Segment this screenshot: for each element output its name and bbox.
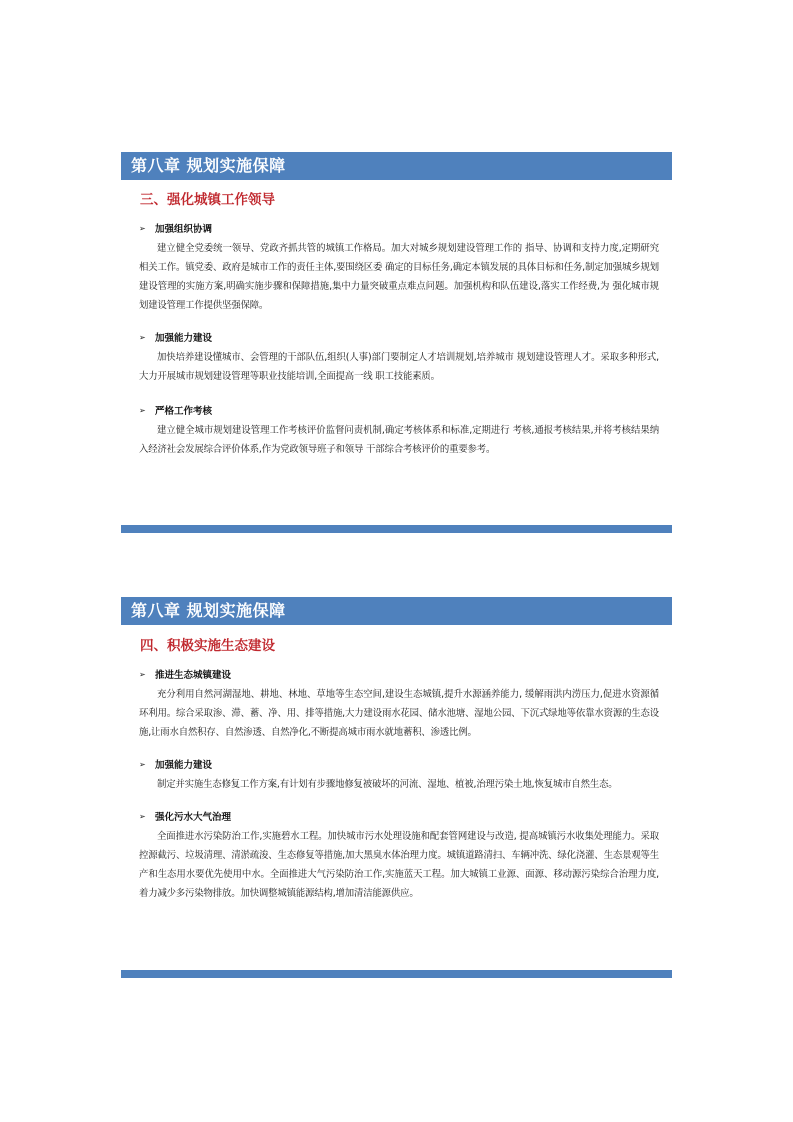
subsection-restoration (139, 756, 659, 795)
subsection-body: 建立健全城市规划建设管理工作考核评价监督问责机制,确定考核体系和标准,定期进行 考核,通报考核结果,并将考核结果纳入经济社会发展综合评价体系,作为党政领导班子和领导 干部综合考核评价的重要参考。 (139, 425, 659, 455)
subsection-eco-town (139, 666, 659, 743)
subsection-heading (139, 666, 659, 682)
subsection-capacity (139, 329, 659, 387)
subsection-heading-text: 推进生态城镇建设 (155, 670, 232, 681)
subsection-heading-text: 强化污水大气治理 (155, 812, 232, 823)
subsection-heading (139, 220, 659, 236)
arrow-bullet-icon: ➢ (139, 811, 146, 821)
subsection-heading (139, 329, 659, 345)
subsection-organization (139, 220, 659, 316)
arrow-bullet-icon: ➢ (139, 332, 146, 342)
arrow-bullet-icon: ➢ (139, 669, 146, 679)
subsection-heading-text: 加强能力建设 (155, 760, 213, 771)
subsection-pollution (139, 808, 659, 904)
arrow-bullet-icon: ➢ (139, 223, 146, 233)
bottom-rule (121, 525, 672, 533)
chapter-header: 第八章 规划实施保障 (121, 597, 672, 625)
subsection-body: 建立健全党委统一领导、党政齐抓共管的城镇工作格局。加大对城乡规划建设管理工作的 指导、协调和支持力度,定期研究相关工作。镇党委、政府是城市工作的责任主体,要围绕区委 确定的目标任务,确定本镇发展的具体目标和任务,制定加强城乡规划建设管理的实施方案,明确实施步骤和保障措施,集中力量突破重点难点问题。加强机构和队伍建设,落实工作经费,为 强化城市规划建设管理工作提供坚强保障。 (139, 243, 659, 311)
subsection-body: 加快培养建设懂城市、会管理的干部队伍,组织(人事)部门要制定人才培训规划,培养城市 规划建设管理人才。采取多种形式,大力开展城市规划建设管理等职业技能培训,全面提高一线 职工技能素质。 (139, 352, 659, 382)
section-title: 三、强化城镇工作领导 (140, 192, 275, 208)
subsection-heading (139, 808, 659, 824)
subsection-body: 充分利用自然河湖湿地、耕地、林地、草地等生态空间,建设生态城镇,提升水源涵养能力, 缓解雨洪内涝压力,促进水资源循环利用。综合采取渗、滞、蓄、净、用、排等措施,大力建设雨水花园、储水池塘、湿地公园、下沉式绿地等依靠水资源的生态设施,让雨水自然积存、自然渗透、自然净化,不断提高城市雨水就地蓄积、渗透比例。 (139, 689, 659, 738)
arrow-bullet-icon: ➢ (139, 405, 146, 415)
subsection-heading (139, 402, 659, 418)
arrow-bullet-icon: ➢ (139, 759, 146, 769)
subsection-heading-text: 加强能力建设 (155, 333, 213, 344)
chapter-header: 第八章 规划实施保障 (121, 152, 672, 180)
bottom-rule (121, 970, 672, 978)
subsection-body: 全面推进水污染防治工作,实施碧水工程。加快城市污水处理设施和配套管网建设与改造, 提高城镇污水收集处理能力。采取控源截污、垃圾清理、清淤疏浚、生态修复等措施,加大黑臭水体治理力度。城镇道路清扫、车辆冲洗、绿化浇灌、生态景观等生产和生态用水要优先使用中水。全面推进大气污染防治工作,实施蓝天工程。加大城镇工业源、面源、移动源污染综合治理力度,着力减少多污染物排放。加快调整城镇能源结构,增加清洁能源供应。 (139, 831, 659, 899)
subsection-body: 制定并实施生态修复工作方案,有计划有步骤地修复被破坏的河流、湿地、植被,治理污染土地,恢复城市自然生态。 (157, 779, 618, 790)
section-title: 四、积极实施生态建设 (140, 638, 275, 654)
subsection-assessment (139, 402, 659, 460)
subsection-heading-text: 严格工作考核 (155, 406, 213, 417)
subsection-heading (139, 756, 659, 772)
subsection-heading-text: 加强组织协调 (155, 224, 213, 235)
